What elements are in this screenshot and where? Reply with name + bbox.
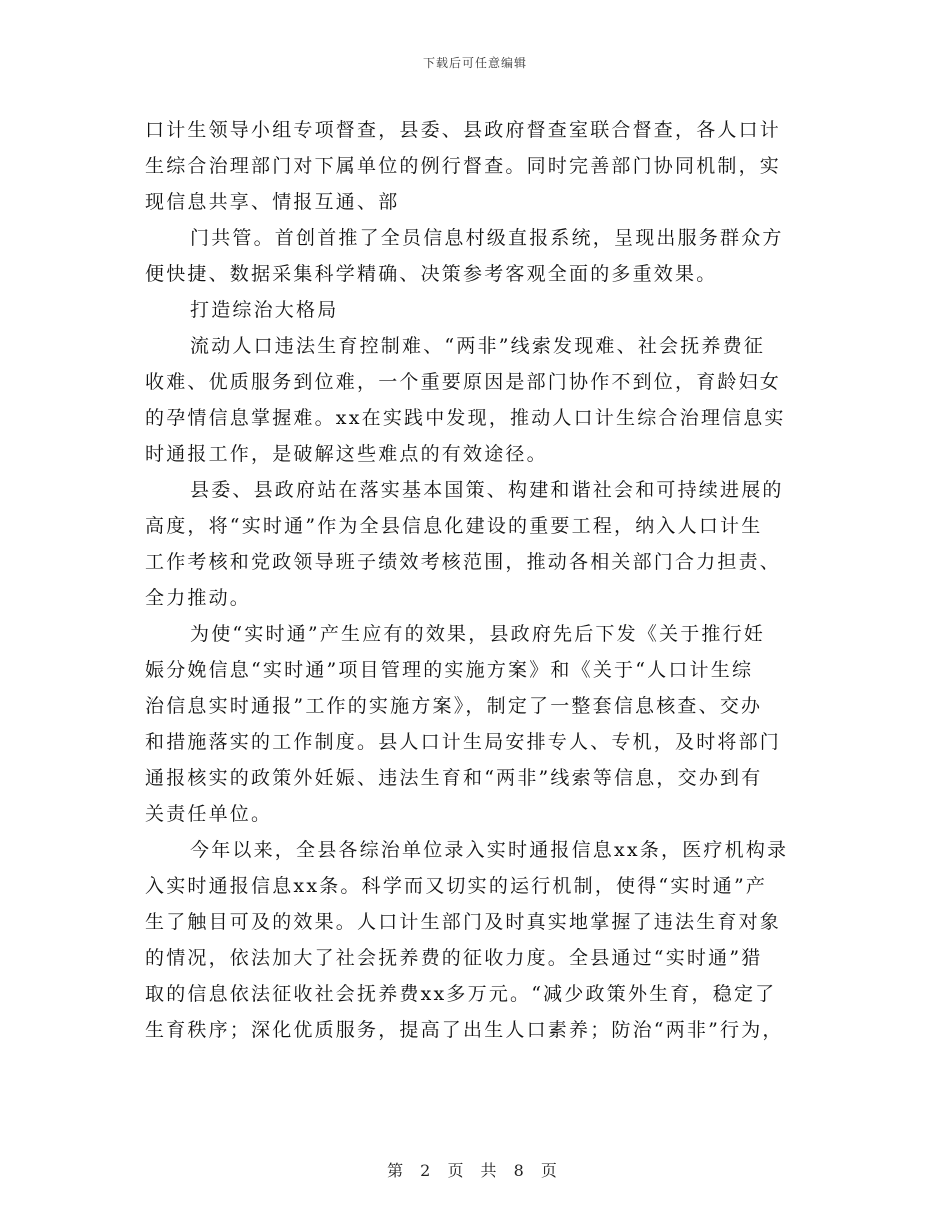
- text-line: 全力推动。: [145, 587, 252, 609]
- text-line: 的孕情信息掌握难。xx在实践中发现，推动人口计生综合治理信息实: [145, 407, 786, 429]
- text-line: 通报核实的政策外妊娠、违法生育和“两非”线索等信息，交办到有: [145, 767, 763, 789]
- text-line: 今年以来，全县各综治单位录入实时通报信息xx条，医疗机构录: [190, 839, 789, 861]
- text-line: 生育秩序；深化优质服务，提高了出生人口素养；防治“两非”行为，: [145, 1019, 784, 1041]
- text-line: 口计生领导小组专项督查，县委、县政府督查室联合督查，各人口计: [145, 119, 782, 141]
- text-line: 门共管。首创首推了全员信息村级直报系统，呈现出服务群众方: [190, 227, 784, 249]
- page-header: 下载后可任意编辑: [422, 56, 527, 70]
- text-line: 便快捷、数据采集科学精确、决策参考客观全面的多重效果。: [145, 263, 718, 285]
- body-text: [145, 112, 805, 1048]
- text-line: 治信息实时通报”工作的实施方案》，制定了一整套信息核查、交办: [145, 695, 763, 717]
- text-line: 关责任单位。: [145, 803, 273, 825]
- text-line: 县委、县政府站在落实基本国策、构建和谐社会和可持续进展的: [190, 479, 784, 501]
- text-line: 流动人口违法生育控制难、“两非”线索发现难、社会抚养费征: [190, 335, 766, 357]
- text-line: 工作考核和党政领导班子绩效考核范围，推动各相关部门合力担责、: [145, 551, 782, 573]
- text-line: 收难、优质服务到位难，一个重要原因是部门协作不到位，育龄妇女: [145, 371, 782, 393]
- section-heading: 打造综治大格局: [190, 299, 339, 321]
- text-line: 和措施落实的工作制度。县人口计生局安排专人、专机，及时将部门: [145, 731, 782, 753]
- text-line: 入实时通报信息xx条。科学而又切实的运行机制，使得“实时通”产: [145, 875, 768, 897]
- text-line: 生了触目可及的效果。人口计生部门及时真实地掌握了违法生育对象: [145, 911, 782, 933]
- page-number-footer: 第 2 页 共 8 页: [387, 1161, 563, 1180]
- text-line: 为使“实时通”产生应有的效果，县政府先后下发《关于推行妊: [190, 623, 766, 645]
- text-line: 高度，将“实时通”作为全县信息化建设的重要工程，纳入人口计生: [145, 515, 763, 537]
- text-line: 生综合治理部门对下属单位的例行督查。同时完善部门协同机制，实: [145, 155, 782, 177]
- text-line: 时通报工作，是破解这些难点的有效途径。: [145, 443, 548, 465]
- text-line: 娠分娩信息“实时通”项目管理的实施方案》和《关于“人口计生综: [145, 659, 754, 681]
- text-line: 现信息共享、情报互通、部: [145, 191, 400, 213]
- text-line: 取的信息依法征收社会抚养费xx多万元。“减少政策外生育，稳定了: [145, 983, 777, 1005]
- text-line: 的情况，依法加大了社会抚养费的征收力度。全县通过“实时通”猎: [145, 947, 763, 969]
